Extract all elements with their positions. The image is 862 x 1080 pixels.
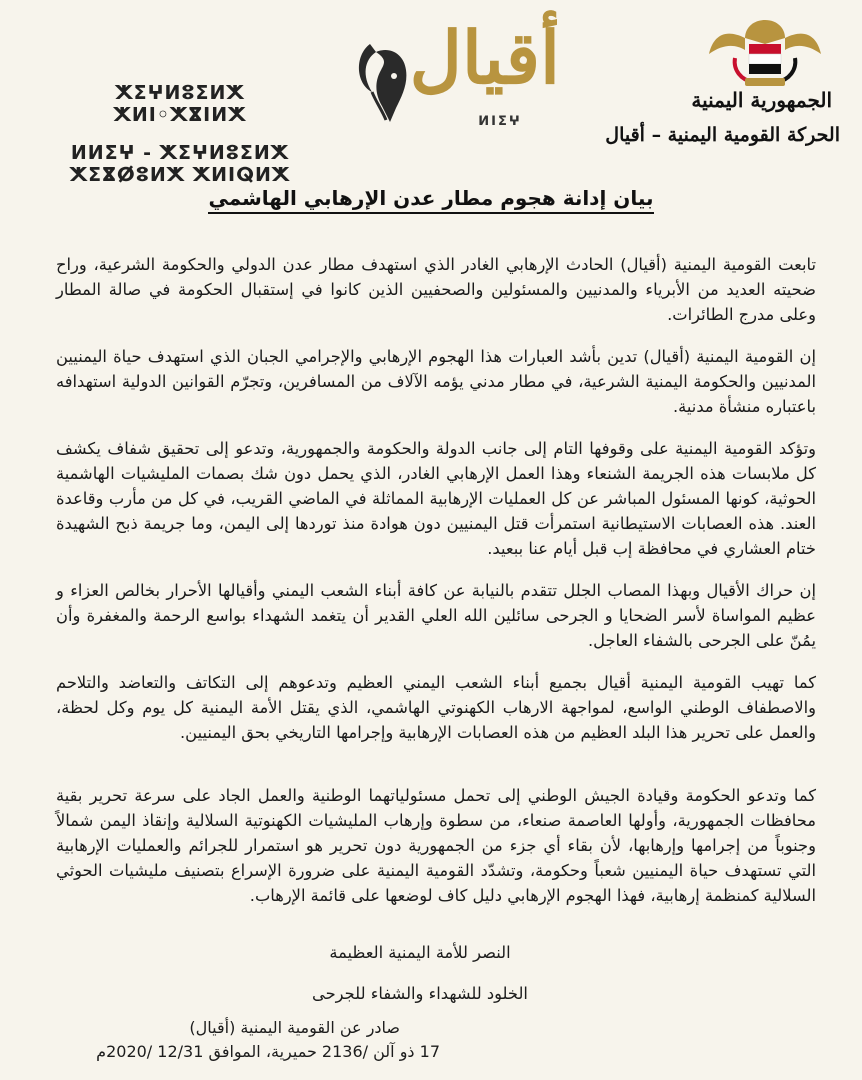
paragraph-3: وتؤكد القومية اليمنية على وقوفها التام إلى جانب الدولة والحكومة والجمهورية، وتدعو إلى تحقيق شفاف يكشف كل ملابسات هذه الجريمة الشنعاء وهذا العمل الإرهابي الغادر، الذي يحمل دون شك بصمات المليشيات الهاشمية الحوثية، كونها المسئول المباشر عن كل العمليات الإرهابية المماثلة في الماضي القريب، في كل من مأرب وقاعدة العند. هذه العصابات الاستيطانية استمرأت قتل اليمنيين دون هوادة منذ توردها إلى اليمن، وما جريمة ذبح الشهيدة ختام العشاري في محافظة إب قبل أيام عنا ببعيد. <box>56 439 816 558</box>
statement-title-text: بيان إدانة هجوم مطار عدن الإرهابي الهاشمي <box>208 186 653 214</box>
signature-block <box>60 1016 440 1064</box>
letterhead <box>0 0 862 186</box>
closing-line-1: النصر للأمة اليمنية العظيمة <box>329 943 511 962</box>
paragraph-4: إن حراك الأقيال وبهذا المصاب الجلل تتقدم بالنيابة عن كافة أبناء الشعب اليمني وأقيالها الأحرار بخالص العزاء و عظيم المواساة لأسر الضحايا و الجرحى سائلين الله العلي القدير أن يتغمد الشهداء بواسع الرحمة والمغفرة وأن يمُنّ على الجرحى بالشفاء العاجل. <box>56 581 816 650</box>
tifinagh-line-1: ⵅⵉⵖⵍⵓⵉⵍⵅ ⵅⵍⵏ◦ⵅⴵⵏⵍⵅ <box>113 82 247 126</box>
paragraph-5: كما تهيب القومية اليمنية أقيال بجميع أبناء الشعب اليمني العظيم وتدعوهم إلى التكاتف والتعاضد والتلاحم والاصطفاف الوطني الواسع، لمواجهة الارهاب الكهنوتي الهاشمي، الذي يقتل الأمة اليمنية كل يوم وكل لحظة، والعمل على تحرير هذا البلد العظيم من هذه العصابات الإرهابية وإجرامها التاريخي بحق اليمنيين. <box>56 673 816 742</box>
movement-name: الحركة القومية اليمنية – أقيال <box>605 124 840 146</box>
brand-wordmark: أقيال <box>409 15 560 100</box>
brand-subtitle: ⵍⵏⵉⵖ <box>478 114 522 129</box>
tifinagh-header <box>60 82 300 186</box>
government-heading <box>590 88 840 146</box>
statement-body <box>56 252 816 925</box>
statement-title <box>0 186 862 210</box>
date-line: 17 ذو آلن /2136 حميرية، الموافق 12/31 /2020م <box>96 1042 440 1061</box>
paragraph-1: تابعت القومية اليمنية (أقيال) الحادث الإرهابي الغادر الذي استهدف مطار عدن الدولي والحكومة الشرعية، وراح ضحيته العديد من الأبرياء والمدنيين والمسئولين والصحفيين الذين كانوا في إستقبال الحكومة في صالة المطار وعلى مدرج الطائرات. <box>56 255 816 324</box>
yemen-emblem-icon <box>705 14 825 94</box>
paragraph-6: كما وتدعو الحكومة وقيادة الجيش الوطني إلى تحمل مسئولياتهما الوطنية والعمل الجاد على سرعة تحرير بقية محافظات الجمهورية، وأولها العاصمة صنعاء، من سطوة وإرهاب المليشيات الكهنوتية السلالية وإنقاذ اليمن شمالاً وجنوباً من إجرامها وإرهابها، لأن بقاء أي جزء من الجمهورية دون تحرير هو استمرار للجرائم والعمليات الإرهابية التي تستهدف حياة اليمنيين شعباً وحكومة، وتشدّد القومية اليمنية على ضرورة الإسراع بتصنيف مليشيات الحوثي السلالية كمنظمة إرهابية، فهذا الهجوم الإرهابي دليل كاف لوضعها على قائمة الإرهاب. <box>56 786 816 905</box>
closing-lines <box>300 940 540 1022</box>
tifinagh-line-2: ⵍⵍⵉⵖ - ⵅⵉⵖⵍⵓⵉⵍⵅ ⵅⵉⴵⵁⵓⵍⵅ ⵅⵍⵏⵕⵍⵅ <box>69 142 291 186</box>
aqyal-logo <box>350 14 560 134</box>
republic-name: الجمهورية اليمنية <box>691 88 832 112</box>
issuer-line: صادر عن القومية اليمنية (أقيال) <box>189 1018 400 1037</box>
paragraph-2: إن القومية اليمنية (أقيال) تدين بأشد العبارات هذا الهجوم الإرهابي والإجرامي الجبان الذي استهدف حياة اليمنيين المدنيين والحكومة اليمنية الشرعية، في مطار مدني يؤمه الآلاف من المسافرين، وتجرّم القوانين الدولية استهدافه باعتباره منشأة مدنية. <box>56 347 816 416</box>
closing-line-2: الخلود للشهداء والشفاء للجرحى <box>312 984 528 1003</box>
